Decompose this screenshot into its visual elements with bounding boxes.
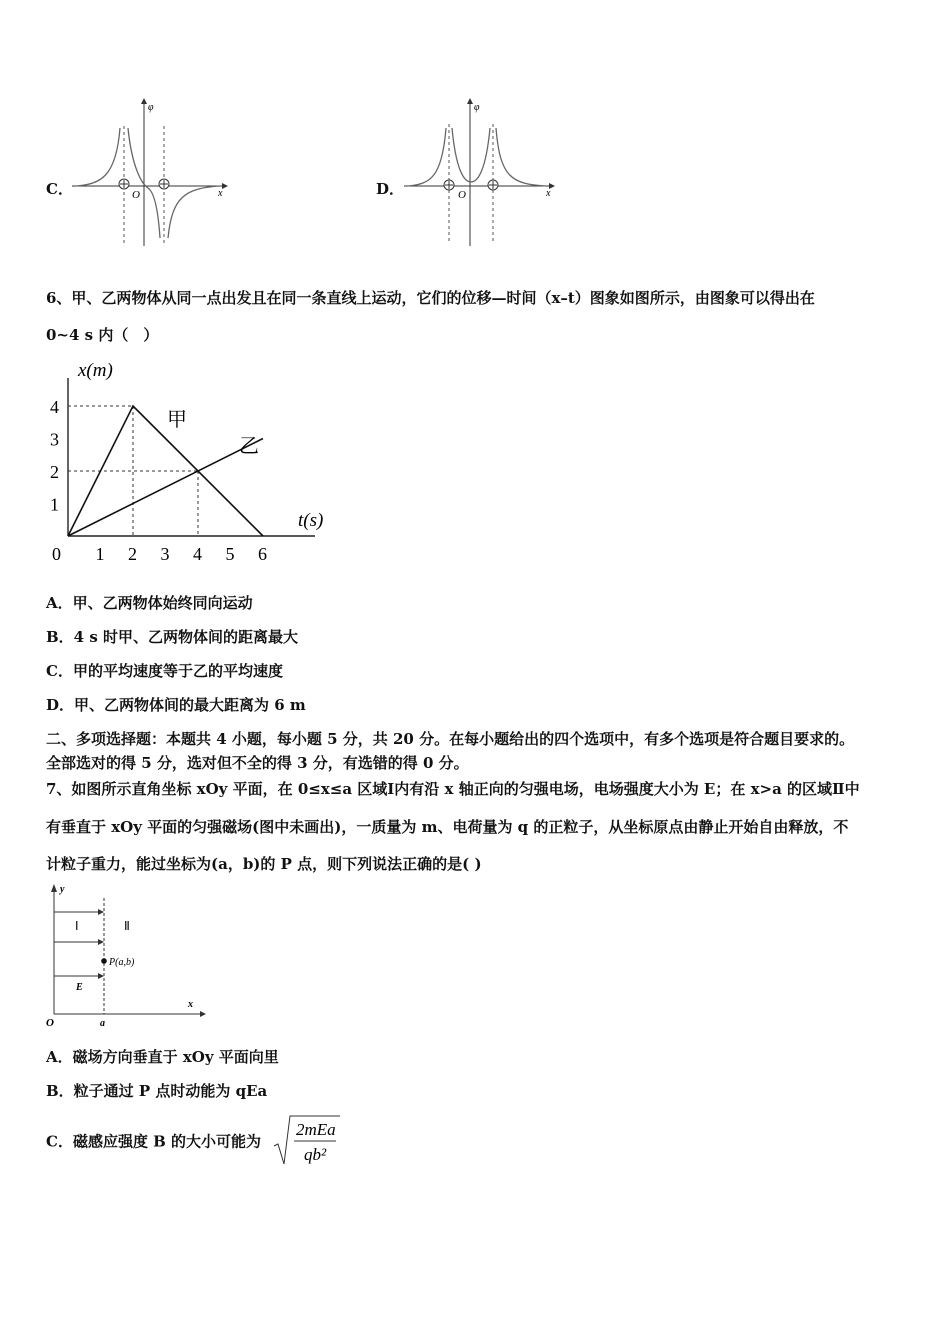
xt-label-yi: 乙 [239,435,259,458]
section2-line1: 二、多项选择题：本题共 4 小题，每小题 5 分，共 20 分。在每小题给出的四个选项中，有多个选项是符合题目要求的。 [46,730,855,748]
d-x-label: x [546,188,551,199]
xt-xlabel: t(s) [298,510,324,531]
q7-figure [42,880,212,1030]
q7-frac-den: qb² [304,1145,327,1164]
q7-option-b[interactable]: B．粒子通过 P 点时动能为 qEa [46,1082,268,1100]
q6-xt-chart [40,356,340,572]
q7-x-label: x [188,999,193,1010]
d-curve-left-outer [408,128,446,186]
q7-origin-label: O [46,1017,54,1029]
q7-frac-num: 2mEa [296,1120,336,1139]
q5-option-d-graph [404,98,564,248]
c-x-arrow [222,183,228,189]
q6-stem-line2: 0~4 s 内（ ） [46,326,159,344]
q7-x-arrow [200,1011,206,1017]
d-curve-middle [452,128,490,182]
q7-region1-label: Ⅰ [75,919,79,933]
xt-xtick-3: 3 [160,544,170,564]
xt-xtick-4: 4 [193,544,202,564]
c-curve-left-outer [76,128,120,186]
q7-stem-line1: 7、如图所示直角坐标 xOy 平面，在 0≤x≤a 区域Ⅰ内有沿 x 轴正向的匀强电场，电场强度大小为 E；在 x>a 的区域Ⅱ中 [46,780,860,798]
d-origin-label: O [458,189,466,201]
xt-series-yi [68,439,263,537]
xt-xtick-0: 0 [52,544,61,564]
xt-label-jia: 甲 [167,409,187,431]
q7-y-arrow [51,884,57,892]
xt-ytick-2: 2 [50,462,59,482]
q6-option-d[interactable]: D．甲、乙两物体间的最大距离为 6 m [46,696,306,714]
sqrt-sign-icon [272,1114,342,1168]
q6-option-a[interactable]: A．甲、乙两物体始终同向运动 [46,594,253,612]
section2-line2: 全部选对的得 5 分，选对但不全的得 3 分，有选错的得 0 分。 [46,754,469,772]
q5-option-c-label: C． [46,180,73,198]
q7-option-c[interactable] [46,1114,342,1168]
q7-stem-line2: 有垂直于 xOy 平面的匀强磁场(图中未画出)，一质量为 m、电荷量为 q 的正粒子，从坐标原点由静止开始自由释放，不 [46,818,849,836]
q7-option-c-sqrt [272,1114,342,1168]
q7-field-label: E [76,982,83,993]
d-y-arrow [467,98,473,104]
c-x-label: x [218,188,223,199]
q5-option-c-graph [72,98,232,248]
c-curve-right-outer [168,186,220,238]
xt-ytick-1: 1 [50,494,59,515]
c-phi-label: φ [148,102,154,113]
q7-y-label: y [60,884,65,895]
xt-xtick-1: 1 [95,544,105,564]
xt-xtick-6: 6 [258,544,267,564]
xt-ytick-3: 3 [50,429,59,450]
xt-ylabel: x(m) [78,360,113,381]
xt-xtick-2: 2 [128,544,137,564]
c-y-arrow [141,98,147,104]
q6-option-b[interactable]: B．4 s 时甲、乙两物体间的距离最大 [46,628,299,646]
xt-ytick-4: 4 [50,397,59,417]
c-origin-label: O [132,189,140,201]
q7-stem-line3: 计粒子重力，能过坐标为(a，b)的 P 点，则下列说法正确的是( ) [46,855,482,873]
q6-stem-line1: 6、甲、乙两物体从同一点出发且在同一条直线上运动，它们的位移—时间（x–t）图象如图所示，由图象可以得出在 [46,289,815,307]
q7-point-p [101,958,107,964]
q5-option-d-label: D． [376,180,405,198]
q7-a-label: a [100,1018,105,1029]
q7-region2-label: Ⅱ [124,919,130,933]
q7-option-c-text: C．磁感应强度 B 的大小可能为 [46,1132,262,1151]
d-curve-right-outer [496,128,546,186]
q6-option-c[interactable]: C．甲的平均速度等于乙的平均速度 [46,662,283,680]
q7-point-label: P(a,b) [109,957,135,968]
xt-xtick-5: 5 [225,544,235,564]
q7-option-a[interactable]: A．磁场方向垂直于 xOy 平面向里 [46,1048,279,1066]
d-phi-label: φ [474,102,480,113]
